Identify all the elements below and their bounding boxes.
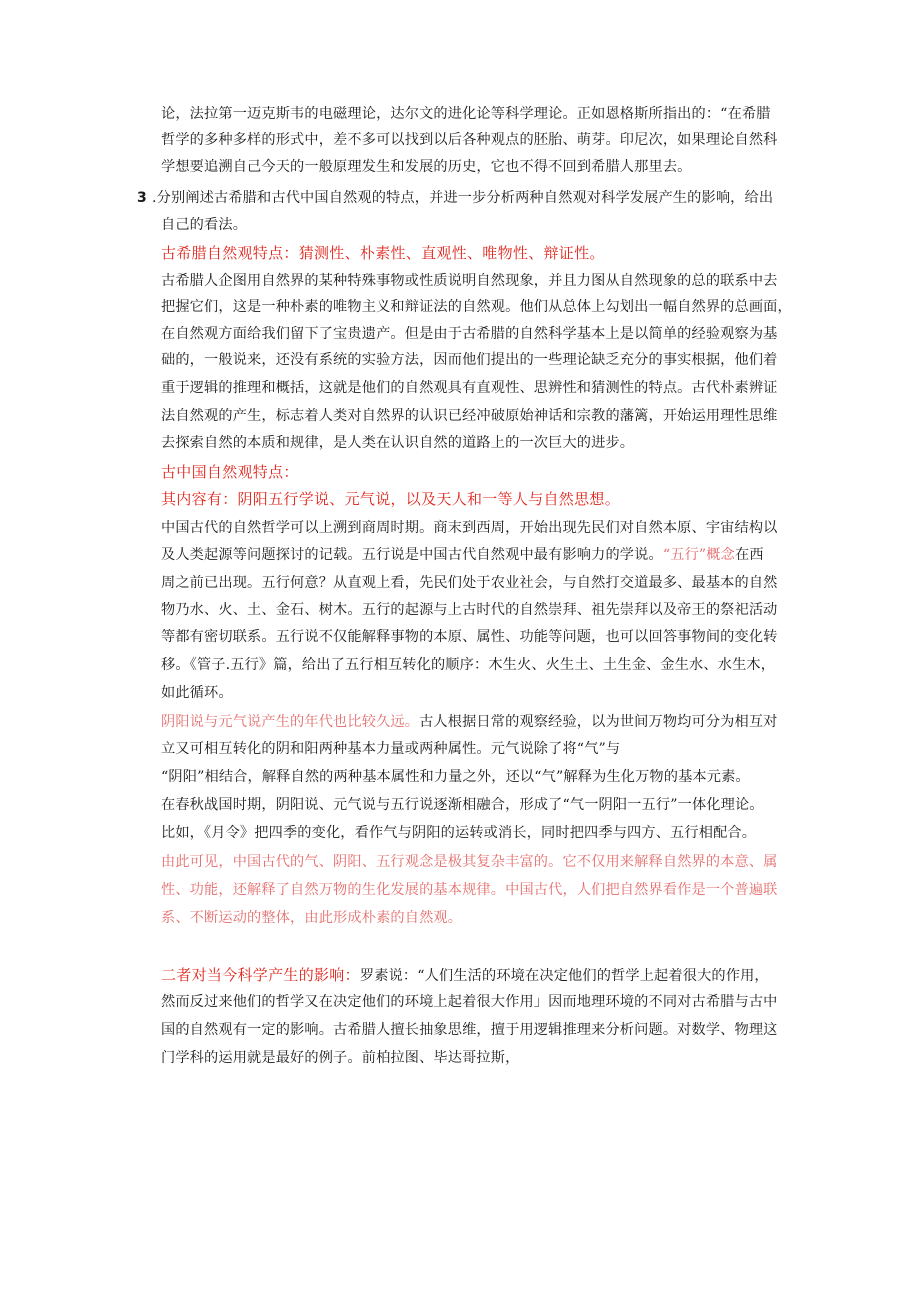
influence-line: 国的自然观有一定的影响。古希腊人擅长抽象思维，擅于用逻辑推理来分析问题。对数学、物理这 [161, 1022, 778, 1038]
question-text: 自己的看法。 [161, 217, 248, 233]
china-content-heading: 其内容有：阴阳五行学说、元气说，以及天人和一等人与自然思想。 [161, 490, 621, 508]
china-paragraph-line: 比如，《月令》把四季的变化，看作气与阴阳的运转或消长，同时把四季与四方、五行相配合。 [161, 825, 757, 841]
china-paragraph-line: 如此循环。 [161, 685, 233, 701]
china-paragraph-line: 周之前已出现。五行何意？从直观上看，先民们处于农业社会，与自然打交道最多、最基本的自然 [161, 575, 778, 591]
wuxing-concept-highlight: “五行”概念 [662, 547, 735, 563]
greek-paragraph-line: 在自然观方面给我们留下了宝贵遗产。但是由于古希腊的自然科学基本上是以简单的经验观察为基 [161, 326, 778, 342]
greek-paragraph-line: 古希腊人企图用自然界的某种特殊事物或性质说明自然现象，并且力图从自然现象的总的联系中去 [161, 273, 778, 289]
influence-line [161, 965, 769, 986]
question-text: .分别阐述古希腊和古代中国自然观的特点，并进一步分析两种自然观对科学发展产生的影响，给出 [152, 190, 774, 206]
china-paragraph-line: 移。《管子.五行》篇，给出了五行相互转化的顺序：木生火、火生土、土生金、金生水、水生木， [161, 657, 776, 673]
china-paragraph-line: 物乃水、火、土、金石、树木。五行的起源与上古时代的自然崇拜、祖先崇拜以及帝王的祭祀活动 [161, 602, 778, 618]
china-paragraph-line [161, 545, 764, 565]
greek-paragraph-line: 础的，一般说来，还没有系统的实验方法，因而他们提出的一些理论缺乏充分的事实根据，他们着 [161, 352, 778, 368]
china-paragraph-line: 中国古代的自然哲学可以上溯到商周时期。商末到西周，开始出现先民们对自然本原、宇宙结构以 [161, 520, 778, 536]
greek-heading: 古希腊自然观特点：猜测性、朴素性、直观性、唯物性、辩证性。 [161, 244, 605, 262]
china-conclusion-line: 由此可见，中国古代的气、阴阳、五行观念是极其复杂丰富的。它不仅用来解释自然界的本意、属 [161, 854, 778, 870]
influence-line: 然而反过来他们的哲学又在决定他们的环境上起着很大作用」因而地理环境的不同对古希腊与古中 [161, 994, 778, 1010]
china-paragraph-line: 等都有密切联系。五行说不仅能解释事物的本原、属性、功能等问题，也可以回答事物间的变化转 [161, 629, 778, 645]
greek-paragraph-line: 去探索自然的本质和规律，是人类在认识自然的道路上的一次巨大的进步。 [161, 435, 635, 451]
influence-heading: 二者对当今科学产生的影响： [161, 966, 360, 984]
china-paragraph-line: 立又可相互转化的阴和阳两种基本力量或两种属性。元气说除了将“气”与 [161, 741, 621, 757]
china-paragraph-line: 在春秋战国时期，阴阳说、元气说与五行说逐渐相融合，形成了“气一阴阳一五行”一体化理论。 [161, 797, 764, 813]
greek-paragraph-line: 把握它们，这是一种朴素的唯物主义和辩证法的自然观。他们从总体上勾划出一幅自然界的总画面， [161, 299, 792, 315]
china-paragraph-text: 在西 [735, 547, 764, 563]
china-paragraph-line: “阴阳”相结合，解释自然的两种基本属性和力量之外，还以“气”解释为生化万物的基本元素。 [161, 769, 750, 785]
greek-paragraph-line: 法自然观的产生，标志着人类对自然界的认识已经冲破原始神话和宗教的藩篱，开始运用理性思维 [161, 408, 778, 424]
china-heading: 古中国自然观特点： [161, 463, 299, 481]
china-paragraph-text: 及人类起源等问题探讨的记载。五行说是中国古代自然观中最有影响力的学说。 [161, 547, 663, 563]
intro-line: 哲学的多种多样的形式中，差不多可以找到以后各种观点的胚胎、萌芽。印尼次，如果理论自然科 [161, 132, 778, 148]
influence-line: 门学科的运用就是最好的例子。前柏拉图、毕达哥拉斯， [161, 1050, 520, 1066]
influence-text: 罗素说：“人们生活的环境在决定他们的哲学上起着很大的作用， [359, 968, 769, 984]
greek-paragraph-line: 重于逻辑的推理和概括，这就是他们的自然观具有直观性、思辨性和猜测性的特点。古代朴素辨证 [161, 380, 778, 396]
china-paragraph-text: 古人根据日常的观察经验，以为世间万物均可分为相互对 [419, 714, 778, 730]
china-conclusion-line: 性、功能，还解释了自然万物的生化发展的基本规律。中国古代，人们把自然界看作是一个普遍联 [161, 882, 778, 898]
china-conclusion-line: 系、不断运动的整体，由此形成朴素的自然观。 [161, 910, 463, 926]
intro-line: 学想要追溯自己今天的一般原理发生和发展的历史，它也不得不回到希腊人那里去。 [161, 159, 692, 175]
china-paragraph-line [161, 712, 778, 732]
yinyang-highlight: 阴阳说与元气说产生的年代也比较久远。 [161, 714, 420, 730]
question-number: 3 [137, 190, 147, 206]
intro-line: 论，法拉第一迈克斯韦的电磁理论，达尔文的进化论等科学理论。正如恩格斯所指出的：“在希腊 [161, 106, 771, 122]
